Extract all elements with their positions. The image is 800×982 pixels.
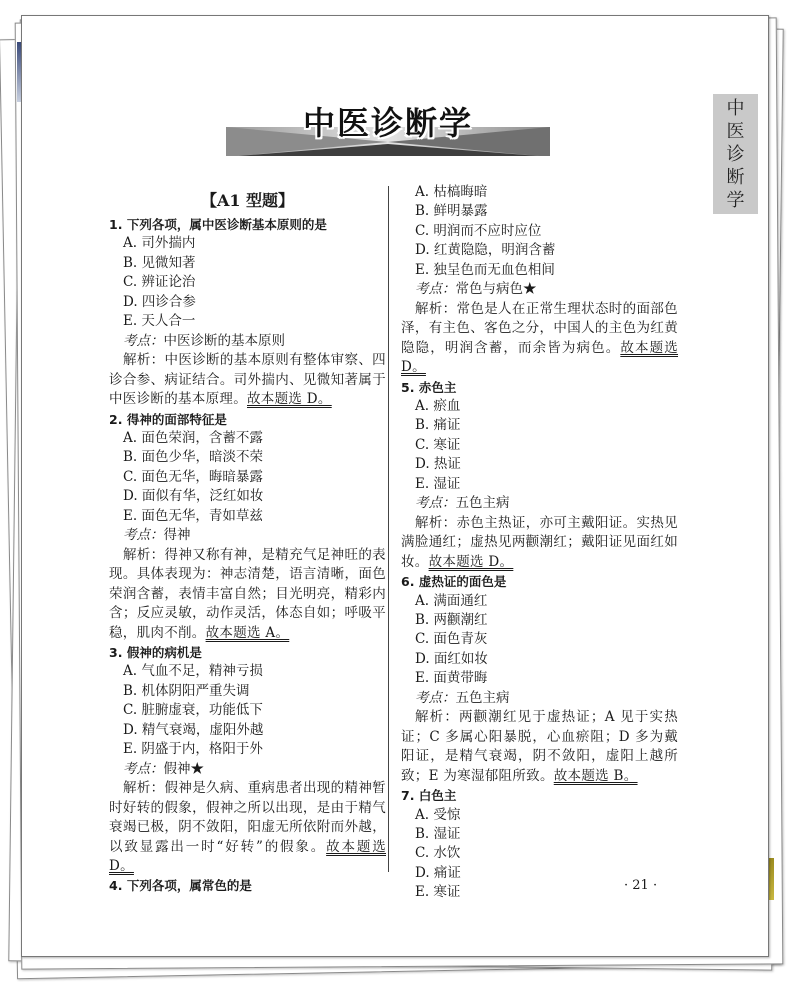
side-tab-char: 医 [726,120,745,142]
answer-option: A. 枯槁晦暗 [415,184,488,200]
explanation-text: 常色是人在正常生理状态时的面部色泽，有主色、客色之分，中国人的主色为红黄隐隐，明润含蓄，而余皆为病色。 [401,300,678,356]
question-text: 白色主 [418,788,457,804]
key-point-text: 五色主病 [455,495,510,512]
answer-option: D. 热证 [415,456,461,473]
explanation-label: 解析： [415,514,457,531]
question-stem [109,215,386,234]
answer-option: D. 精气衰竭，虚阳外越 [123,721,264,738]
answer-option: C. 水饮 [415,845,461,862]
answer-option: E. 寒证 [415,884,461,901]
answer-option: D. 面似有华，泛红如妆 [123,488,264,505]
answer-option: B. 面色少华，暗淡不荣 [123,449,264,466]
explanation-label: 解析： [415,300,457,317]
explanation-label: 解析： [123,352,165,369]
question-text: 假神的病机是 [126,644,202,660]
answer-statement: 故本题选 A。 [205,624,290,641]
answer-statement: 故本题选 D。 [247,391,332,408]
answer-statement: 故本题选 D。 [428,553,514,570]
answer-option: C. 明润而不应时应位 [415,222,542,239]
explanation-label: 解析： [415,709,459,726]
question-text: 下列各项，属常色的是 [126,878,252,894]
answer-option: D. 四诊合参 [123,293,196,310]
side-tab-char: 断 [726,166,745,188]
answer-option: B. 两颧潮红 [415,611,488,628]
answer-option: C. 面色无华，晦暗暴露 [123,468,263,485]
key-point [109,760,386,779]
answer-option: C. 寒证 [415,436,461,453]
question-stem [109,643,386,662]
answer-option: E. 独呈色而无血色相间 [415,261,555,278]
answer-option: A. 受惊 [415,806,461,823]
question-stem [401,378,678,397]
answer-option: A. 司外揣内 [123,235,196,252]
page-edge-stripe [769,858,774,900]
left-column [109,184,386,896]
chapter-side-tab [713,94,758,214]
answer-option: B. 见微知著 [123,254,196,271]
explanation [109,351,386,409]
side-tab-char: 诊 [726,143,745,165]
key-point [109,526,386,545]
banner-title: 中医诊断学 [302,104,473,142]
question-text: 虚热证的面色是 [418,574,507,590]
key-point-label: 考点： [123,760,164,777]
answer-option: A. 瘀血 [415,397,461,414]
question-stem [401,572,678,591]
key-point-label: 考点： [415,689,456,706]
question-number: 4. [109,878,127,894]
answer-option: E. 面色无华，青如草兹 [123,507,263,524]
answer-option: B. 湿证 [415,825,461,842]
page-number: · 21 · [624,878,658,893]
answer-option: E. 天人合一 [123,313,196,330]
book-page [21,15,769,957]
explanation [109,779,386,876]
column-divider [388,186,389,872]
answer-option: E. 湿证 [415,475,461,492]
key-point-label: 考点： [123,332,164,349]
answer-statement: 故本题选 D。 [109,838,386,874]
key-point-text: 常色与病色★ [455,281,537,298]
key-point [109,332,386,351]
section-title: 【A1 型题】 [200,191,295,210]
key-point [401,689,678,708]
answer-statement: 故本题选 B。 [553,767,638,784]
question-number: 2. [109,411,127,427]
key-point-label: 考点： [123,527,164,544]
key-point-label: 考点： [415,495,456,512]
question-number: 3. [109,644,127,660]
explanation-text: 两颧潮红见于虚热证；A 见于实热证；C 多属心阳暴脱，心血瘀阻；D 多为戴阳证，是精气衰竭，阴不敛阳，虚阳上越所致；E 为寒湿郁阻所致。 [401,709,678,784]
answer-option: D. 痛证 [415,864,461,881]
explanation [401,708,678,786]
question-stem [109,876,386,895]
key-point [401,280,678,299]
question-text: 赤色主 [418,379,457,395]
answer-option: A. 面色荣润，含蓄不露 [123,429,263,446]
key-point [401,494,678,513]
side-tab-char: 学 [726,189,745,211]
explanation [109,546,386,643]
key-point-text: 得神 [163,527,191,544]
explanation-text: 赤色主热证，亦可主戴阳证。实热见满脸通红；虚热见两颧潮红；戴阳证见面红如妆。 [401,514,678,570]
answer-option: E. 阴盛于内，格阳于外 [123,741,263,758]
answer-option: C. 面色青灰 [415,631,488,648]
answer-option: A. 气血不足，精神亏损 [123,663,263,680]
question-number: 1. [109,217,127,232]
explanation [401,514,678,572]
key-point-text: 中医诊断的基本原则 [163,332,285,349]
answer-option: C. 辨证论治 [123,274,196,291]
key-point-text: 五色主病 [455,689,510,706]
explanation-text: 假神是久病、重病患者出现的精神暂时好转的假象，假神之所以出现，是由于精气衰竭已极，阴不敛阳，阳虚无所依附而外越，以致显露出一时“好转”的假象。 [109,780,386,855]
explanation-text: 中医诊断的基本原则有整体审察、四诊合参、病证结合。司外揣内、见微知著属于中医诊断的基本原理。 [109,352,386,408]
answer-option: C. 脏腑虚衰，功能低下 [123,702,263,719]
answer-option: E. 面黄带晦 [415,670,488,687]
key-point-label: 考点： [415,281,456,298]
key-point-text: 假神★ [163,760,204,777]
question-number: 7. [401,788,419,804]
answer-option: D. 面红如妆 [415,650,488,667]
question-text: 下列各项，属中医诊断基本原则的是 [126,217,327,232]
answer-option: A. 满面通红 [415,592,488,609]
answer-option: B. 机体阴阳严重失调 [123,682,250,699]
question-number: 6. [401,574,419,590]
question-stem [109,410,386,429]
explanation-label: 解析： [123,546,165,563]
answer-option: B. 痛证 [415,417,461,434]
right-column [401,183,678,903]
chapter-banner [226,96,550,156]
side-tab-char: 中 [726,97,745,119]
explanation-label: 解析： [123,780,165,797]
question-number: 5. [401,379,419,395]
answer-statement: 故本题选 D。 [401,339,679,376]
question-stem [401,786,678,805]
question-text: 得神的面部特征是 [126,411,227,427]
answer-option: D. 红黄隐隐，明润含蓄 [415,242,556,259]
explanation [401,300,678,378]
explanation-text: 得神又称有神，是精充气足神旺的表现。具体表现为：神志清楚，语言清晰，面色荣润含蓄，表情丰富自然；目光明亮，精彩内含；反应灵敏，动作灵活，体态自如；呼吸平稳，肌肉不削。 [109,546,386,641]
answer-option: B. 鲜明暴露 [415,203,488,220]
